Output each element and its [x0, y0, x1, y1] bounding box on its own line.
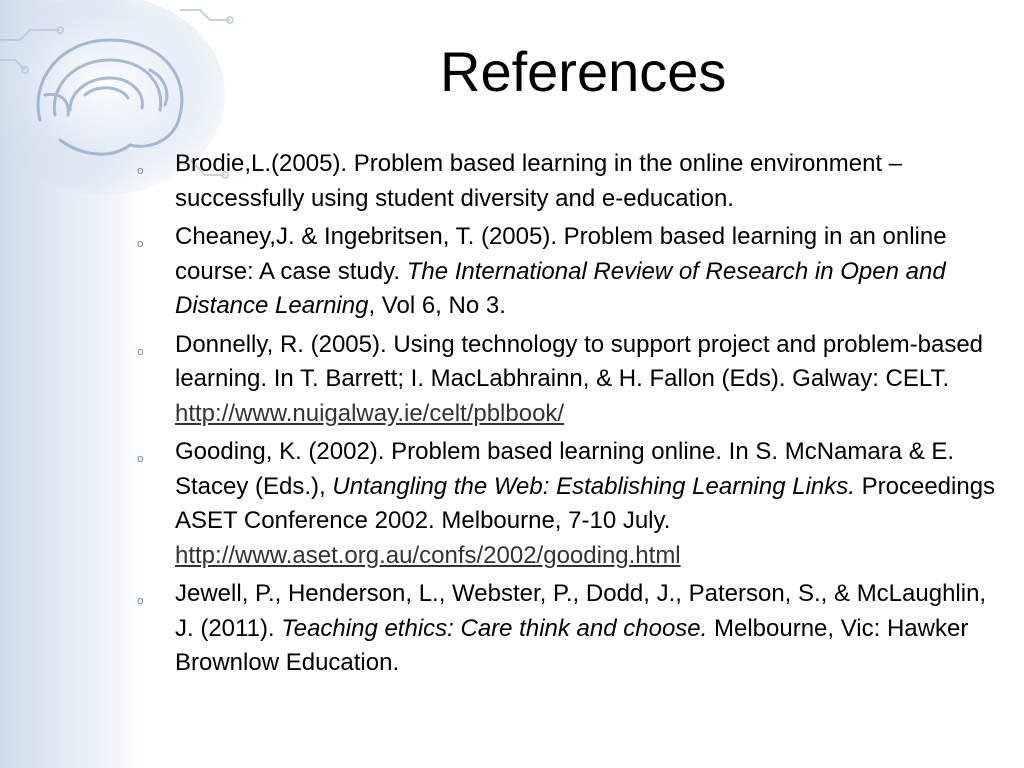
reference-text-end: Proceedings ASET Conference 2002. Melbourne, 7-10 July.: [175, 472, 996, 534]
list-item: [135, 435, 1010, 573]
reference-text-end: Melbourne, Vic: Hawker Brownlow Education.: [175, 614, 969, 676]
reference-journal-title: The International Review of Research in Open and Distance Learning: [175, 257, 946, 319]
reference-link[interactable]: http://www.aset.org.au/confs/2002/gooding.html: [175, 541, 681, 569]
reference-text: Brodie,L.(2005). Problem based learning in the online environment – successfully using student diversity and e-education.: [175, 150, 903, 212]
list-item: [135, 328, 1010, 432]
reference-text: Donnelly, R. (2005). Using technology to support project and problem-based learning. In T. Barrett; I. MacLabhrainn, & H. Fallon (Eds). Galway: CELT.: [175, 330, 984, 392]
reference-text: Cheaney,J. & Ingebritsen, T. (2005). Problem based learning in an online course: A case study.: [175, 223, 947, 285]
bullet-icon: o: [137, 594, 144, 607]
reference-link[interactable]: http://www.nuigalway.ie/celt/pblbook/: [175, 399, 565, 427]
reference-list: [135, 147, 1010, 685]
list-item: [135, 147, 1010, 216]
list-item: [135, 220, 1010, 324]
reference-text: Gooding, K. (2002). Problem based learning online. In S. McNamara & E. Stacey (Eds.),: [175, 438, 955, 500]
bullet-icon: o: [137, 164, 144, 177]
reference-text-end: , Vol 6, No 3.: [368, 292, 506, 319]
reference-text: Jewell, P., Henderson, L., Webster, P., Dodd, J., Paterson, S., & McLaughlin, J. (2011).: [175, 580, 987, 642]
bullet-icon: o: [137, 452, 144, 465]
page-title: References: [440, 40, 727, 103]
reference-book-title: Teaching ethics: Care think and choose.: [281, 614, 708, 642]
bullet-icon: o: [137, 237, 144, 250]
list-item: [135, 577, 1010, 681]
bullet-icon: o: [137, 344, 144, 358]
reference-book-title: Untangling the Web: Establishing Learning Links.: [332, 472, 855, 500]
